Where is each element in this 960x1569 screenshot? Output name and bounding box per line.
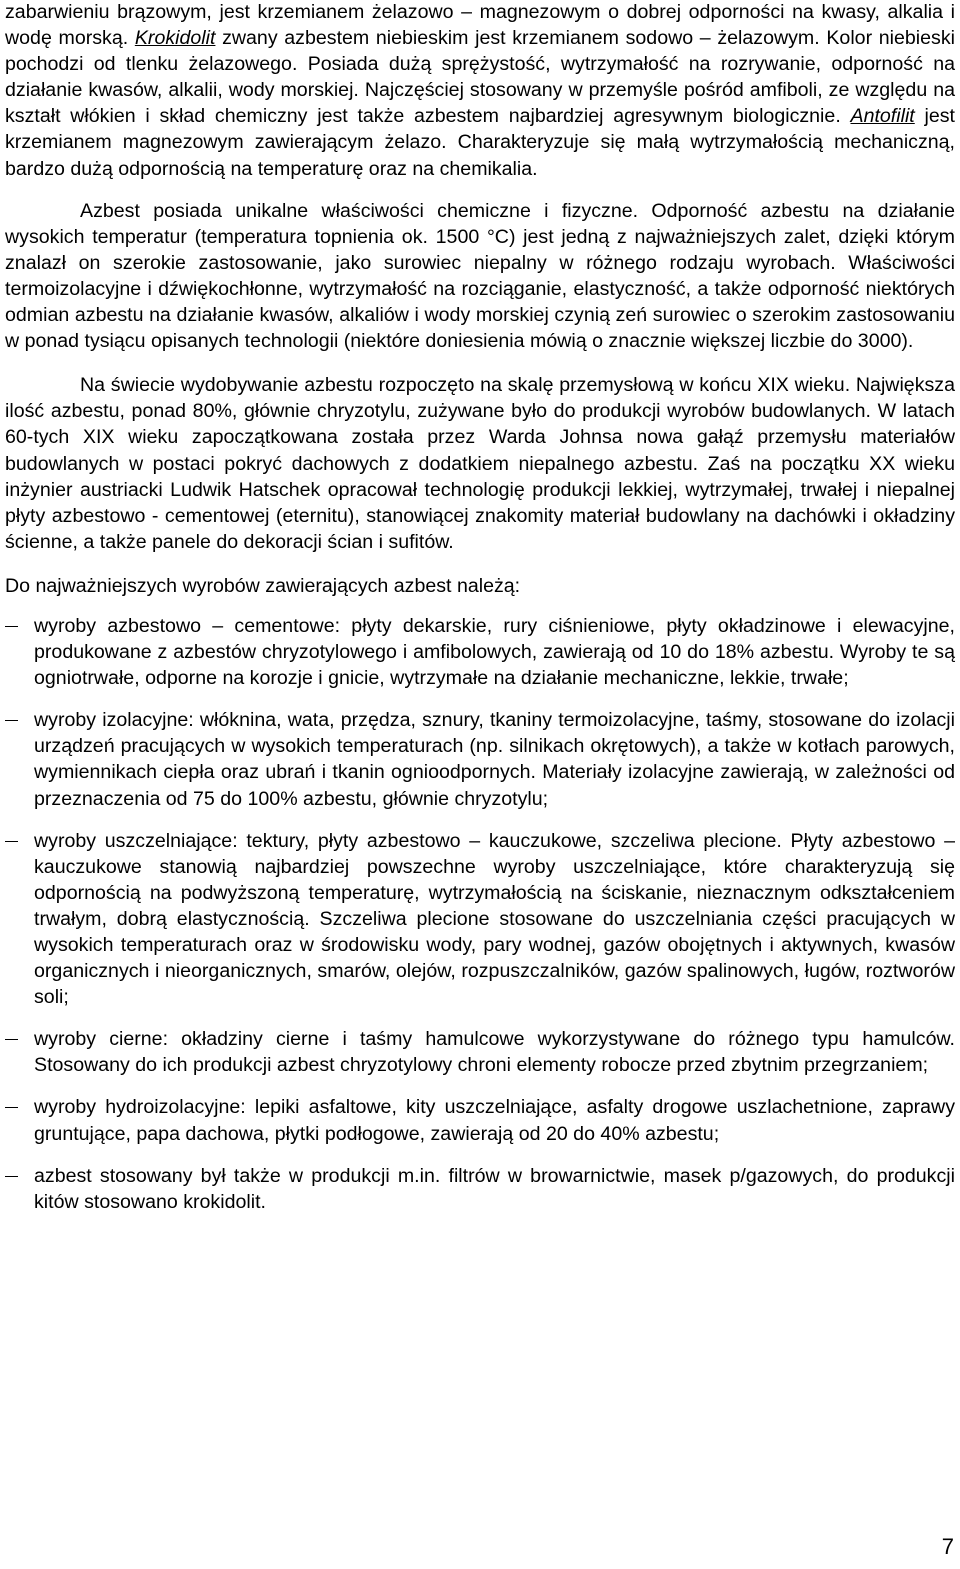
list-item [5,1094,955,1146]
term-antofilit: Antofilit [850,105,915,128]
dash-bullet-icon [5,1176,18,1177]
dash-bullet-icon [5,720,18,721]
list-item [5,1163,955,1215]
dash-bullet-icon [5,626,18,627]
document-page [5,0,955,1215]
list-item-text: wyroby cierne: okładziny cierne i taśmy hamulcowe wykorzystywane do różnego typu hamulców. Stosowany do ich produkcji azbest chryzotylowy chroni elementy robocze przed zbytnim przegrzaniem; [34,1028,955,1077]
paragraph-text: jest krzemianem magnezowym zawierającym żelazo. Charakteryzuje się małą wytrzymałością mechaniczną, bardzo dużą odpornością na temperaturę oraz na chemikalia. [5,105,955,180]
list-item [5,613,955,691]
dash-bullet-icon [5,841,18,842]
list-intro: Do najważniejszych wyrobów zawierających azbest należą: [5,574,521,597]
dash-bullet-icon [5,1107,18,1108]
term-krokidolit: Krokidolit [134,27,216,50]
list-item-text: wyroby izolacyjne: włóknina, wata, przędza, sznury, tkaniny termoizolacyjne, taśmy, stosowane do izolacji urządzeń pracujących w wysokich temperaturach (np. silnikach okrętowych), a także w kotłach parowych, wymiennikach ciepła oraz ubrań i tkanin ognioodpornych. Materiały izolacyjne zawierają, w zależności od przeznaczenia od 75 do 100% azbestu, głównie chryzotylu; [34,709,955,810]
list-item-text: azbest stosowany był także w produkcji m.in. filtrów w browarnictwie, masek p/gazowych, do produkcji kitów stosowano krokidolit. [34,1164,955,1213]
product-list [5,613,955,1215]
paragraph-properties: Azbest posiada unikalne właściwości chemiczne i fizyczne. Odporność azbestu na działanie wysokich temperatur (temperatura topnienia ok. 1500 °C) jest jedną z najważniejszych zalet, dzięki którym znalazł on szerokie zastosowanie, jako surowiec niepalny w różnego rodzaju wyrobach. Właściwości termoizolacyjne i dźwiękochłonne, wytrzymałość na rozciąganie, elastyczność, a także odporność niektórych odmian azbestu na działanie kwasów, alkaliów i wody morskiej czynią zeń surowiec o szerokim zastosowaniu w ponad tysiącu opisanych technologii (niektóre doniesienia mówią o znacznie większej liczbie do 3000). [5,199,955,353]
list-item-text: wyroby uszczelniające: tektury, płyty azbestowo – kauczukowe, szczeliwa plecione. Płyty azbestowo – kauczukowe stanowią najbardziej powszechne wyroby uszczelniające, które charakteryzują się odpornością na podwyższoną temperaturę, wytrzymałością na ściskanie, nieznacznym odkształceniem trwałym, dobrą elastycznością. Szczeliwa plecione stosowane do uszczelniania części pracujących w wysokich temperaturach oraz w środowisku wody, pary wodnej, gazów obojętnych i aktywnych, kwasów organicznych i nieorganicznych, smarów, olejów, rozpuszczalników, gazów spalinowych, ługów, roztworów soli; [34,829,955,1009]
paragraph-text: zabarwieniu brązowym, jest krzemianem żelazowo – magnezowym o dobrej odporności na kwasy, alkalia i wodę morską. [5,1,955,50]
page-number: 7 [941,1534,954,1559]
list-item-text: wyroby azbestowo – cementowe: płyty dekarskie, rury ciśnieniowe, płyty okładzinowe i elewacyjne, produkowane z azbestów chryzotylowego i amfibolowych, zawierają od 10 do 18% azbestu. Wyroby te są ogniotrwałe, odporne na korozje i gnicie, wytrzymałe na działanie mechaniczne, lekkie, trwałe; [34,614,955,690]
list-item-text: wyroby hydroizolacyjne: lepiki asfaltowe, kity uszczelniające, asfalty drogowe uszlachetnione, zaprawy gruntujące, papa dachowa, płytki podłogowe, zawierają od 20 do 40% azbestu; [34,1096,955,1145]
list-item [5,707,955,811]
list-item [5,828,955,1011]
dash-bullet-icon [5,1039,18,1040]
paragraph-amphiboles [5,0,955,182]
list-item [5,1026,955,1078]
paragraph-text: zwany azbestem niebieskim jest krzemianem sodowo – żelazowym. Kolor niebieski pochodzi od tlenku żelazowego. Posiada dużą sprężystość, wytrzymałość na rozrywanie, odporność na działanie kwasów, alkalii, wody morskiej. Najczęściej stosowany w przemyśle pośród amfiboli, ze względu na kształt włókien i skład chemiczny jest także azbestem najbardziej agresywnym biologicznie. [5,27,955,128]
paragraph-history: Na świecie wydobywanie azbestu rozpoczęto na skalę przemysłową w końcu XIX wieku. Największa ilość azbestu, ponad 80%, głównie chryzotylu, zużywane było do produkcji wyrobów budowlanych. W latach 60-tych XIX wieku zapoczątkowana została przez Warda Johnsa nowa gałąź przemysłu materiałów budowlanych w postaci pokryć dachowych z dodatkiem niepalnego azbestu. Zaś na początku XX wieku inżynier austriacki Ludwik Hatschek opracował technologię produkcji lekkiej, wytrzymałej, trwałej i niepalnej płyty azbestowo - cementowej (eternitu), stanowiącej znakomity materiał budowlany na dachówki i okładziny ścienne, a także panele do dekoracji ścian i sufitów. [5,374,955,553]
